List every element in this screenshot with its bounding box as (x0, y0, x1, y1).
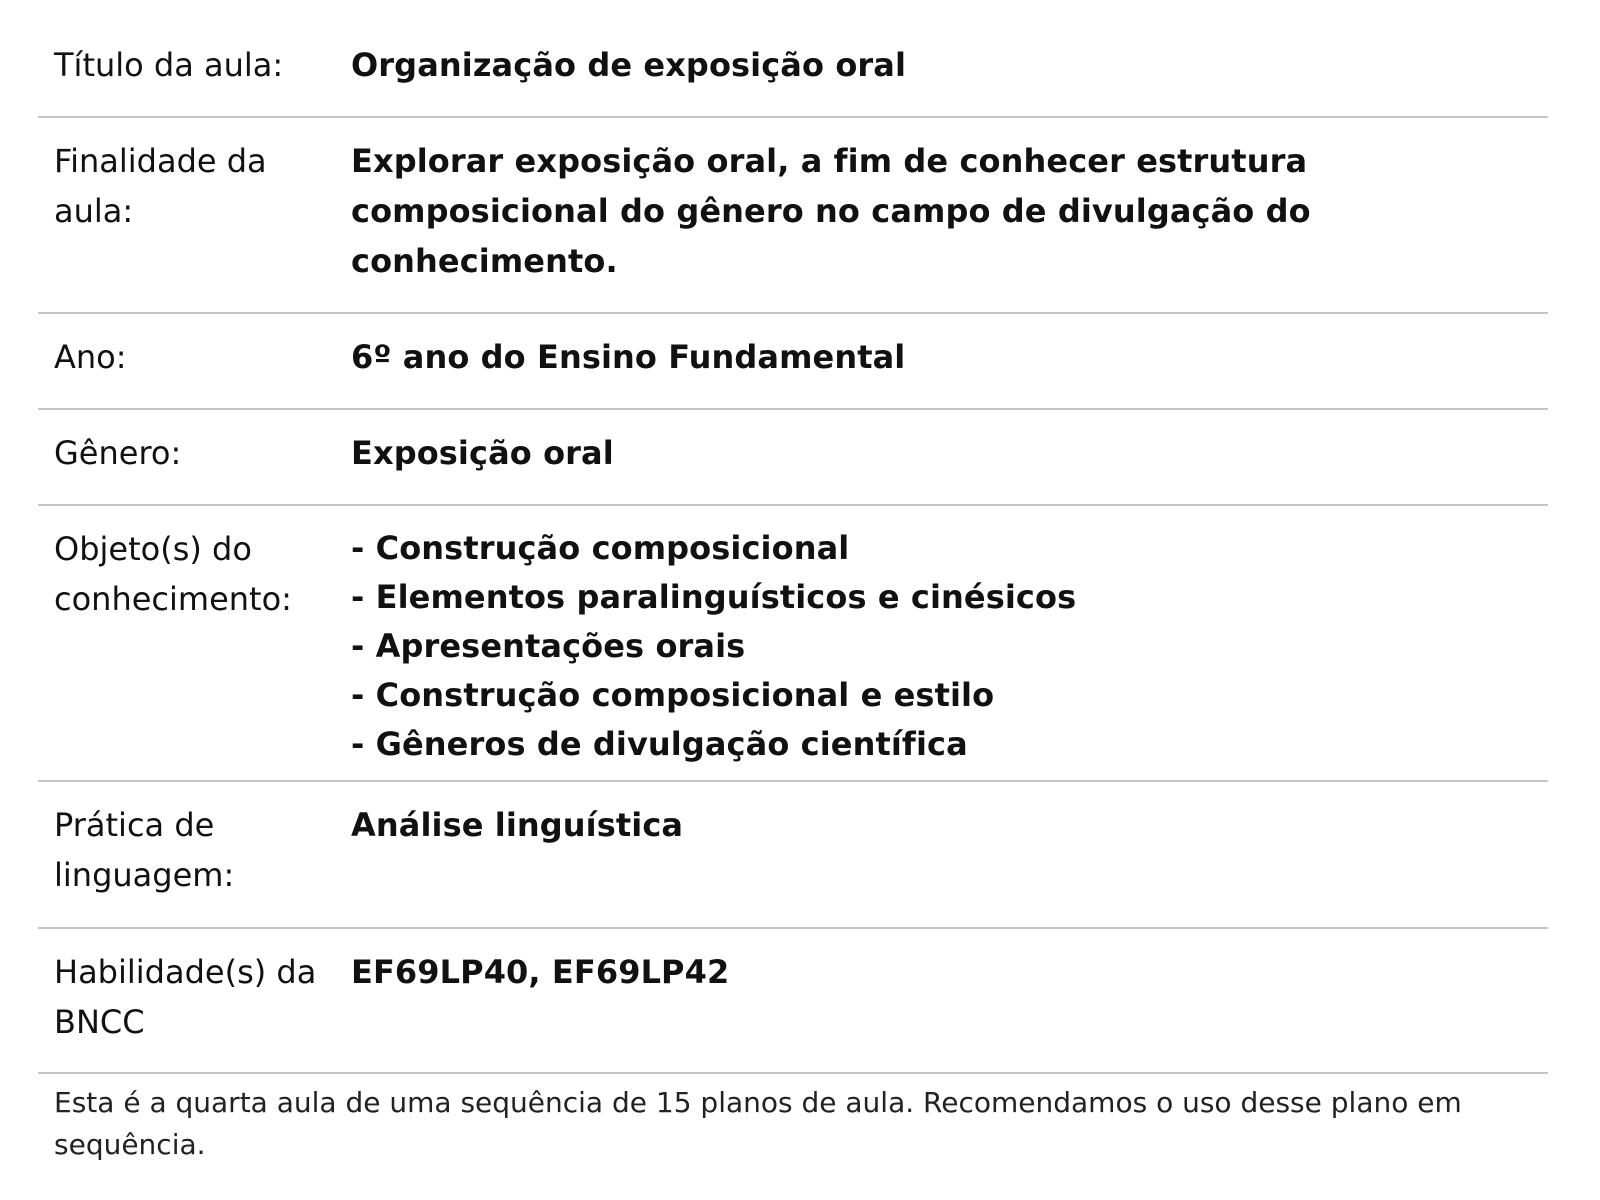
label-line: BNCC (54, 1003, 145, 1041)
row-pratica (38, 782, 1548, 929)
row-value (351, 428, 1548, 504)
label-line: conhecimento: (54, 580, 292, 618)
row-label (38, 40, 351, 116)
lesson-info-table (38, 18, 1548, 1074)
row-label (38, 332, 351, 408)
value-line: 6º ano do Ensino Fundamental (351, 338, 906, 376)
value-line: - Gêneros de divulgação científica (351, 725, 968, 763)
row-genero (38, 410, 1548, 506)
value-line: Exposição oral (351, 434, 614, 472)
row-label (38, 947, 351, 1072)
row-objetos (38, 506, 1548, 782)
label-line: Ano: (54, 338, 127, 376)
value-line: Explorar exposição oral, a fim de conhecer estrutura (351, 142, 1308, 180)
row-titulo (38, 18, 1548, 118)
row-value (351, 524, 1548, 780)
value-line: EF69LP40, EF69LP42 (351, 953, 730, 991)
value-line: Organização de exposição oral (351, 46, 907, 84)
value-line: Análise linguística (351, 806, 684, 844)
label-line: linguagem: (54, 856, 235, 894)
value-line: - Apresentações orais (351, 627, 746, 665)
value-line: - Construção composicional (351, 529, 850, 567)
label-line: Habilidade(s) da (54, 953, 317, 991)
value-line: conhecimento. (351, 242, 618, 280)
value-line: - Elementos paralinguísticos e cinésicos (351, 578, 1077, 616)
sequence-note: Esta é a quarta aula de uma sequência de 15 planos de aula. Recomendamos o uso desse plano em sequência. (54, 1086, 1462, 1161)
row-value (351, 332, 1548, 408)
row-label (38, 136, 351, 312)
row-ano (38, 314, 1548, 410)
label-line: Título da aula: (54, 46, 284, 84)
row-value (351, 947, 1548, 1072)
label-line: Gênero: (54, 434, 182, 472)
row-finalidade (38, 118, 1548, 314)
label-line: Finalidade da (54, 142, 267, 180)
label-line: Prática de (54, 806, 215, 844)
row-label (38, 524, 351, 780)
row-value (351, 40, 1548, 116)
row-label (38, 800, 351, 927)
row-habilidades (38, 929, 1548, 1074)
label-line: Objeto(s) do (54, 530, 252, 568)
row-value (351, 800, 1548, 927)
row-value (351, 136, 1548, 312)
row-label (38, 428, 351, 504)
label-line: aula: (54, 192, 134, 230)
value-line: - Construção composicional e estilo (351, 676, 995, 714)
value-line: composicional do gênero no campo de divulgação do (351, 192, 1311, 230)
